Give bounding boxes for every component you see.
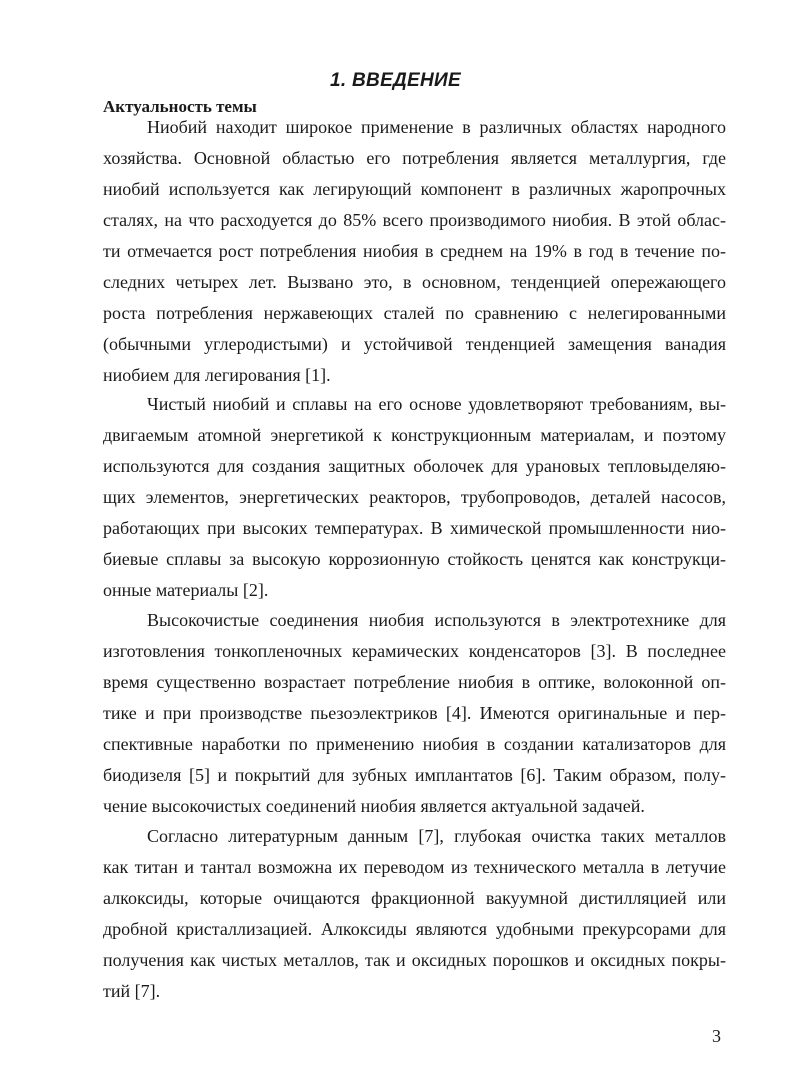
paragraph-line: тий [7]. <box>103 981 161 1001</box>
paragraph-line: сталях, на что расходуется до 85% всего производимого ниобия. В этой облас- <box>103 210 726 230</box>
paragraph-line: ниобий используется как легирующий компонент в различных жаропрочных <box>103 179 726 199</box>
page-number: 3 <box>712 1026 721 1046</box>
paragraph-line: двигаемым атомной энергетикой к конструкционным материалам, и поэтому <box>103 425 726 445</box>
paragraph-line: спективные наработки по применению ниобия в создании катализаторов для <box>103 734 726 754</box>
paragraph-line: тике и при производстве пьезоэлектриков [4]. Имеются оригинальные и пер- <box>103 703 726 723</box>
paragraph-line: Ниобий находит широкое применение в различных областях народного <box>147 117 726 137</box>
paragraph-line: биевые сплавы за высокую коррозионную стойкость ценятся как конструкци- <box>103 549 726 569</box>
paragraph-line: дробной кристаллизацией. Алкоксиды являются удобными прекурсорами для <box>103 919 726 939</box>
paragraph-line: (обычными углеродистыми) и устойчивой тенденцией замещения ванадия <box>103 334 726 354</box>
paragraph-line: чение высокочистых соединений ниобия является актуальной задачей. <box>103 796 645 816</box>
paragraph-line: хозяйства. Основной областью его потребления является металлургия, где <box>103 148 726 168</box>
paragraph-line: биодизеля [5] и покрытий для зубных имплантатов [6]. Таким образом, полу- <box>103 765 726 785</box>
paragraph-line: Согласно литературным данным [7], глубокая очистка таких металлов <box>147 826 726 846</box>
paragraph-line: изготовления тонкопленочных керамических конденсаторов [3]. В последнее <box>103 641 726 661</box>
paragraph-line: как титан и тантал возможна их переводом из технического металла в летучие <box>103 857 726 877</box>
paragraph-line: Высокочистые соединения ниобия используются в электротехнике для <box>147 610 726 630</box>
chapter-title: 1. ВВЕДЕНИЕ <box>330 70 461 91</box>
paragraph-line: получения как чистых металлов, так и оксидных порошков и оксидных покры- <box>103 950 726 970</box>
paragraph-line: роста потребления нержавеющих сталей по сравнению с нелегированными <box>103 303 726 323</box>
paragraph-line: следних четырех лет. Вызвано это, в основном, тенденцией опережающего <box>103 272 726 292</box>
section-title: Актуальность темы <box>103 97 257 116</box>
paragraph-line: онные материалы [2]. <box>103 580 269 600</box>
paragraph-line: время существенно возрастает потребление ниобия в оптике, волоконной оп- <box>103 672 726 692</box>
paragraph-line: алкоксиды, которые очищаются фракционной вакуумной дистилляцией или <box>103 888 726 908</box>
paragraph-line: ти отмечается рост потребления ниобия в среднем на 19% в год в течение по- <box>103 241 726 261</box>
paragraph-line: используются для создания защитных оболочек для урановых тепловыделяю- <box>103 456 726 476</box>
paragraph-line: щих элементов, энергетических реакторов, трубопроводов, деталей насосов, <box>103 487 726 507</box>
paragraph-line: работающих при высоких температурах. В химической промышленности нио- <box>103 518 726 538</box>
paragraph-line: Чистый ниобий и сплавы на его основе удовлетворяют требованиям, вы- <box>147 394 726 414</box>
paragraph-line: ниобием для легирования [1]. <box>103 365 331 385</box>
